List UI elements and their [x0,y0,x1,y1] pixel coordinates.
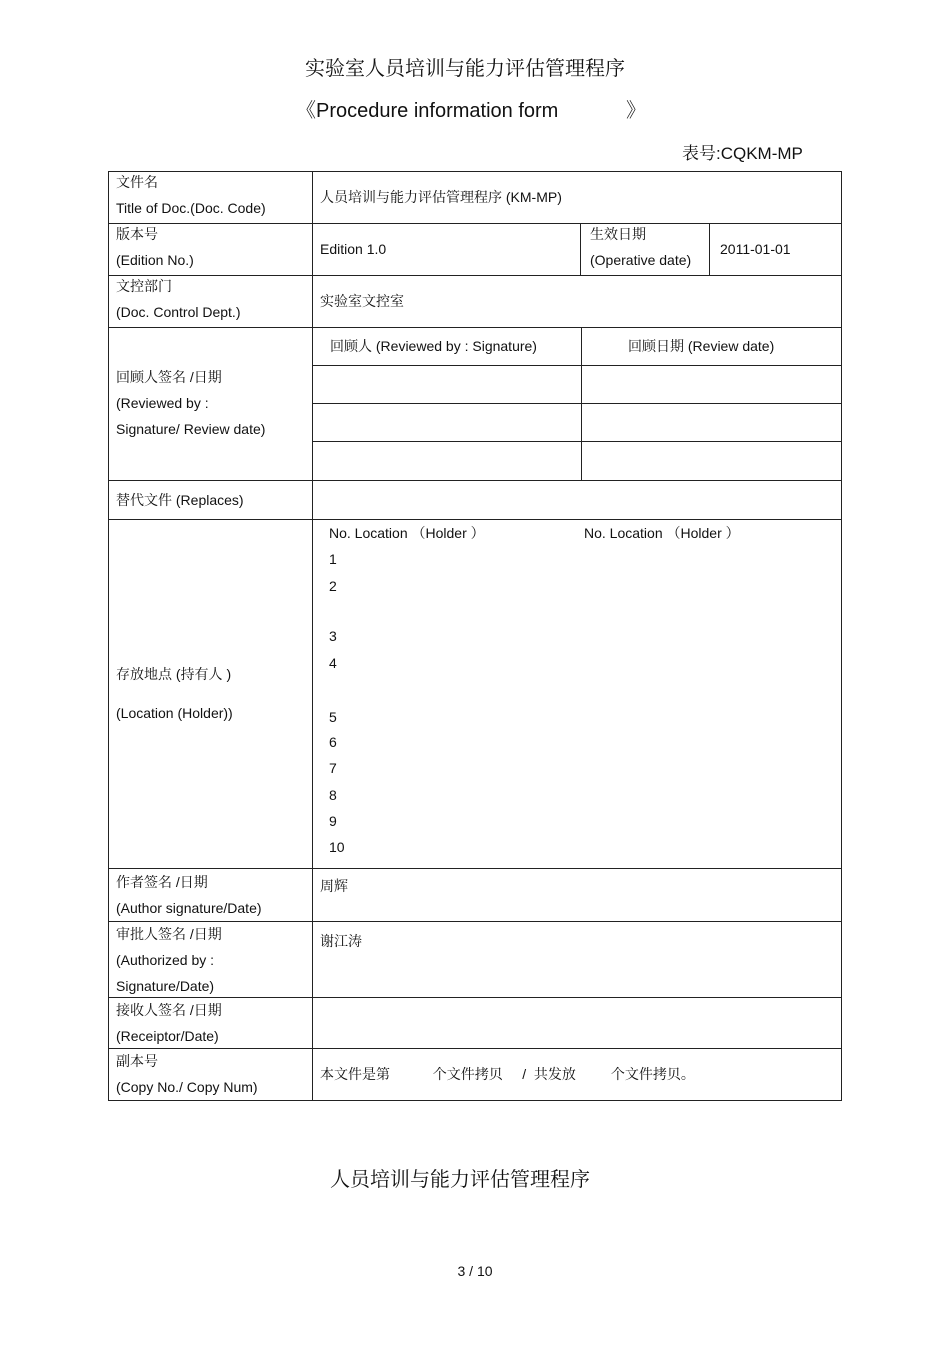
location-number: 9 [329,813,337,829]
reviewed-by-header: 回顾人 (Reviewed by : Signature) [330,338,537,354]
review-label: 回顾人签名 /日期 (Reviewed by : Signature/ Review date) [116,369,266,437]
location-number: 8 [329,787,337,803]
dept-value: 实验室文控室 [320,293,404,309]
location-number: 3 [329,628,337,644]
operative-date-label: 生效日期 (Operative date) [590,226,692,268]
location-number: 10 [329,839,345,855]
location-number: 4 [329,655,337,671]
copy-label: 副本号 (Copy No./ Copy Num) [116,1053,258,1095]
form-subtitle-right: 》 [626,100,646,122]
dept-label: 文控部门 (Doc. Control Dept.) [116,278,241,320]
doc-title-label: 文件名 Title of Doc.(Doc. Code) [116,174,266,216]
document-title: 实验室人员培训与能力评估管理程序 [305,56,625,80]
review-date-cell-1[interactable] [582,366,841,402]
review-date-cell-3[interactable] [582,442,841,479]
doc-title-value: 人员培训与能力评估管理程序 (KM-MP) [320,189,562,205]
review-date-header: 回顾日期 (Review date) [628,338,775,354]
location-number: 5 [329,709,337,725]
location-number: 6 [329,734,337,750]
location-number: 7 [329,760,337,776]
location-header-left: No. Location （Holder ） [329,525,485,541]
copy-value: 本文件是第 个文件拷贝 / 共发放 个文件拷贝。 [320,1066,695,1082]
author-value: 周辉 [320,878,348,894]
form-number: 表号:CQKM-MP [682,144,803,163]
approver-label: 审批人签名 /日期 (Authorized by : Signature/Date) [116,926,222,994]
location-header-right: No. Location （Holder ） [584,525,740,541]
location-label-cn: 存放地点 (持有人 ) [116,666,232,682]
edition-value: Edition 1.0 [320,241,387,257]
replaces-label: 替代文件 (Replaces) [116,492,244,508]
review-date-cell-2[interactable] [582,404,841,440]
receiver-label: 接收人签名 /日期 (Receiptor/Date) [116,1002,222,1044]
author-label: 作者签名 /日期 (Author signature/Date) [116,874,262,916]
location-number: 2 [329,578,337,594]
edition-label: 版本号 (Edition No.) [116,226,194,268]
operative-date-value: 2011-01-01 [720,241,791,257]
form-subtitle [296,94,646,123]
location-label-en: (Location (Holder)) [116,705,233,721]
page-indicator: 3 / 10 [457,1263,493,1279]
review-signature-cell-3[interactable] [313,442,580,479]
review-signature-cell-2[interactable] [313,404,580,440]
form-subtitle-left: 《Procedure information form [296,100,559,122]
review-signature-cell-1[interactable] [313,366,580,402]
section-title: 人员培训与能力评估管理程序 [330,1167,590,1191]
approver-value: 谢江涛 [320,933,362,949]
location-number: 1 [329,551,337,567]
